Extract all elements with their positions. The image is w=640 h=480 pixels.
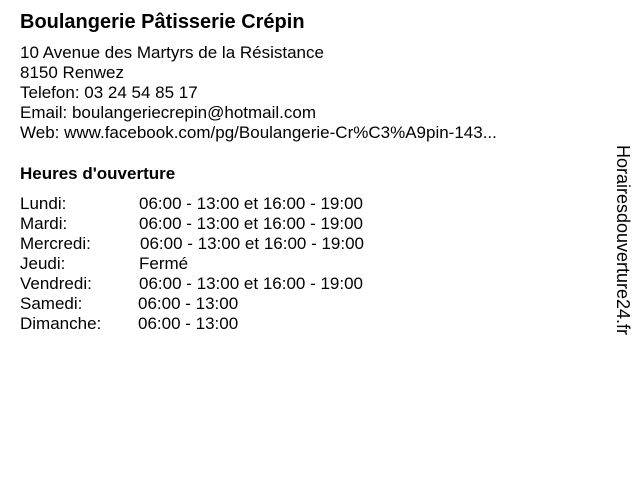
address-line: 10 Avenue des Martyrs de la Résistance — [20, 43, 324, 62]
day-label: Vendredi: — [20, 274, 92, 293]
day-label: Jeudi: — [20, 254, 66, 273]
day-hours: 06:00 - 13:00 et 16:00 - 19:00 — [139, 214, 364, 233]
day-hours: 06:00 - 13:00 — [138, 314, 239, 333]
web-line: Web: www.facebook.com/pg/Boulangerie-Cr%C3%A9pin-143... — [20, 123, 497, 142]
contact-block — [20, 43, 497, 143]
business-name: Boulangerie Pâtisserie Crépin — [20, 11, 305, 33]
email-line: Email: boulangeriecrepin@hotmail.com — [20, 103, 317, 122]
day-hours: Fermé — [139, 254, 189, 273]
day-label: Dimanche: — [20, 314, 102, 333]
day-label: Mercredi: — [20, 234, 91, 253]
day-hours: 06:00 - 13:00 et 16:00 - 19:00 — [139, 274, 364, 293]
day-label: Mardi: — [20, 214, 68, 233]
phone-line: Telefon: 03 24 54 85 17 — [20, 83, 198, 102]
day-label: Lundi: — [20, 194, 67, 213]
day-hours: 06:00 - 13:00 et 16:00 - 19:00 — [140, 234, 365, 253]
site-watermark: Horairesdouverture24.fr — [613, 144, 633, 336]
city-line: 8150 Renwez — [20, 63, 124, 82]
day-hours: 06:00 - 13:00 — [138, 294, 239, 313]
day-label: Samedi: — [20, 294, 83, 313]
hours-heading: Heures d'ouverture — [20, 164, 176, 183]
day-hours: 06:00 - 13:00 et 16:00 - 19:00 — [139, 194, 364, 213]
